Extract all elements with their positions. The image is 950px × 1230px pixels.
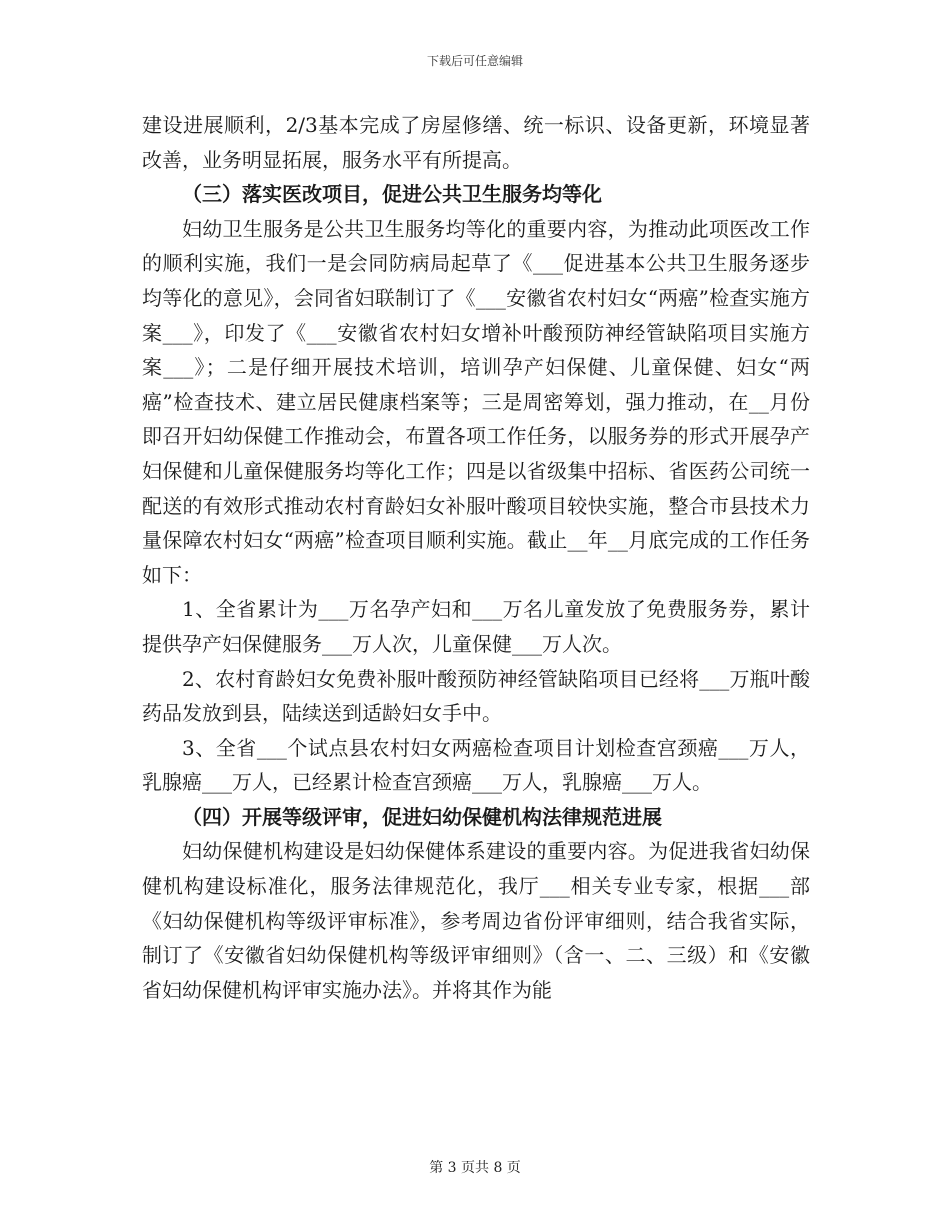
list-item-2: 2、农村育龄妇女免费补服叶酸预防神经管缺陷项目已经将___万瓶叶酸药品发放到县，陆续送到适龄妇女手中。 (142, 666, 810, 726)
section-heading-4: （四）开展等级评审，促进妇幼保健机构法律规范进展 (182, 804, 662, 829)
paragraph-institution-building: 妇幼保健机构建设是妇幼保健体系建设的重要内容。为促进我省妇幼保健机构建设标准化，服务法律规范化，我厅___相关专业专家，根据___部《妇幼保健机构等级评审标准》，参考周边省份评审细则，结合我省实际，制订了《安徽省妇幼保健机构等级评审细则》（含一、二、三级）和《安徽省妇幼保健机构评审实施办法》。并将其作为能 (142, 839, 810, 1002)
document-body (142, 108, 810, 1007)
list-item-1: 1、全省累计为___万名孕产妇和___万名儿童发放了免费服务券，累计提供孕产妇保健服务___万人次，儿童保健___万人次。 (142, 597, 810, 656)
paragraph-continuation: 建设进展顺利，2/3基本完成了房屋修缮、统一标识、设备更新，环境显著改善，业务明显拓展，服务水平有所提高。 (142, 113, 810, 172)
section-heading-3: （三）落实医改项目，促进公共卫生服务均等化 (182, 182, 602, 207)
page-footer: 第 3 页共 8 页 (429, 1160, 521, 1176)
paragraph-maternal-services: 妇幼卫生服务是公共卫生服务均等化的重要内容，为推动此项医改工作的顺利实施，我们一是会同防病局起草了《___促进基本公共卫生服务逐步均等化的意见》，会同省妇联制订了《___安徽省农村妇女“两癌”检查实施方案___》，印发了《___安徽省农村妇女增补叶酸预防神经管缺陷项目实施方案___》；二是仔细开展技术培训，培训孕产妇保健、儿童保健、妇女“两癌”检查技术、建立居民健康档案等；三是周密筹划，强力推动，在__月份即召开妇幼保健工作推动会，布置各项工作任务，以服务券的形式开展孕产妇保健和儿童保健服务均等化工作；四是以省级集中招标、省医药公司统一配送的有效形式推动农村育龄妇女补服叶酸项目较快实施，整合市县技术力量保障农村妇女“两癌”检查项目顺利实施。截止__年__月底完成的工作任务如下： (142, 216, 810, 587)
list-item-3: 3、全省___个试点县农村妇女两癌检查项目计划检查宫颈癌___万人，乳腺癌___万人，已经累计检查宫颈癌___万人，乳腺癌___万人。 (142, 735, 810, 795)
page-header: 下载后可任意编辑 (426, 54, 523, 68)
